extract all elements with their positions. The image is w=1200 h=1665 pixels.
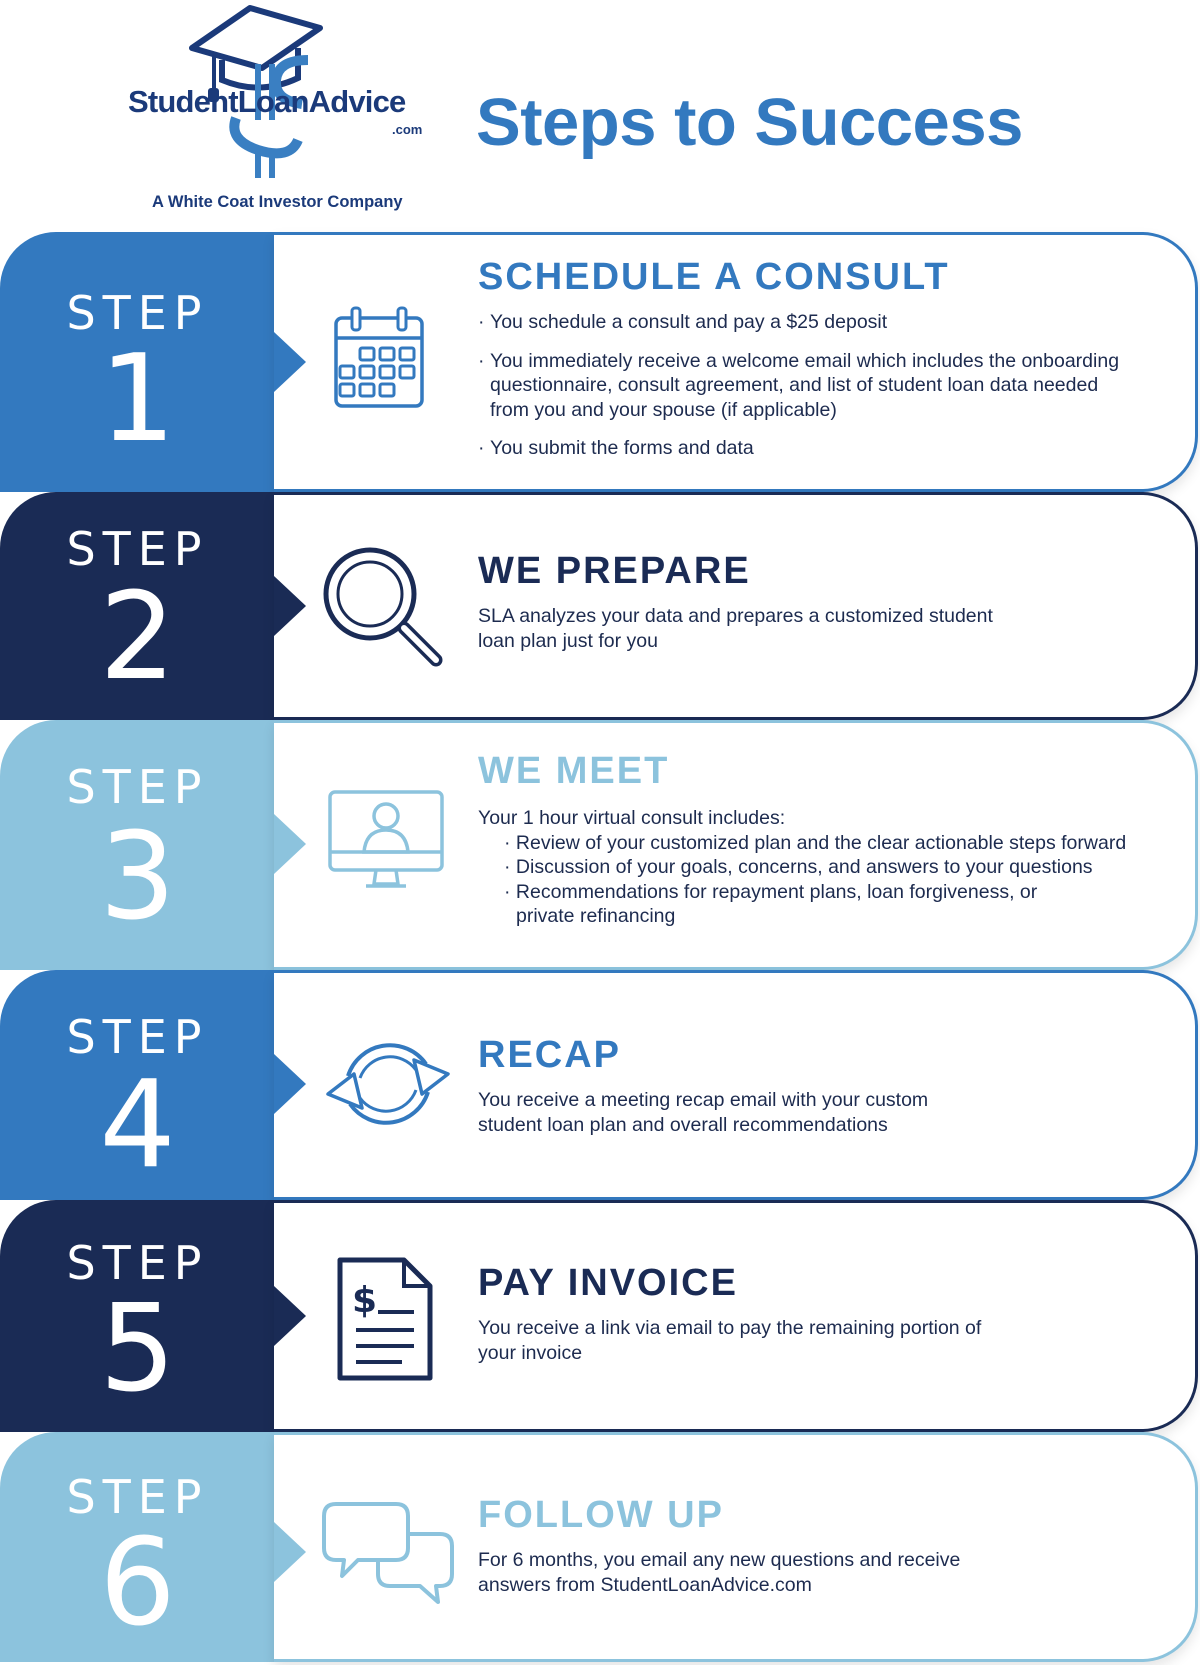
step-4-pointer: [274, 1054, 306, 1114]
list-item: · Review of your customized plan and the clear actionable steps forward: [504, 831, 1127, 854]
step-1-number: 1: [99, 330, 176, 469]
chat-bubbles-icon: [318, 1498, 458, 1608]
step-5-label: STEP: [66, 1236, 209, 1290]
list-item: · You schedule a consult and pay a $25 deposit: [478, 311, 888, 333]
step-3-description: [478, 806, 1126, 929]
step-1-pointer: [274, 332, 306, 392]
calendar-icon: [318, 302, 438, 422]
magnifying-glass-icon: [318, 542, 448, 672]
step-6-number: 6: [99, 1514, 176, 1653]
step-6-pointer: [274, 1522, 306, 1582]
step-2-title: WE PREPARE: [478, 550, 751, 592]
step-2-description: SLA analyzes your data and prepares a customized student loan plan just for you: [478, 605, 993, 652]
step-4: [0, 970, 1200, 1200]
step-2: [0, 492, 1200, 720]
step-6: [0, 1432, 1200, 1662]
list-item: · You submit the forms and data: [478, 437, 754, 459]
step-3-intro: Your 1 hour virtual consult includes:: [478, 807, 786, 829]
step-1-title: SCHEDULE A CONSULT: [478, 256, 950, 298]
brand-suffix: .com: [392, 122, 423, 137]
refresh-arrows-icon: [318, 1024, 458, 1144]
step-5: [0, 1200, 1200, 1432]
step-3-title: WE MEET: [478, 750, 670, 792]
step-3-pointer: [274, 814, 306, 874]
step-2-pointer: [274, 576, 306, 636]
step-4-title: RECAP: [478, 1034, 622, 1076]
step-6-description: For 6 months, you email any new questions and receive answers from StudentLoanAdvice.com: [478, 1549, 961, 1596]
step-2-number: 2: [99, 568, 176, 707]
step-6-title: FOLLOW UP: [478, 1494, 724, 1536]
step-4-description: You receive a meeting recap email with your custom student loan plan and overall recommendations: [478, 1089, 929, 1136]
step-5-title: PAY INVOICE: [478, 1262, 738, 1304]
step-5-description: You receive a link via email to pay the remaining portion of your invoice: [478, 1317, 982, 1364]
step-5-pointer: [274, 1286, 306, 1346]
brand-tagline: A White Coat Investor Company: [152, 193, 403, 211]
step-4-number: 4: [99, 1056, 176, 1195]
list-item: · Recommendations for repayment plans, loan forgiveness, or: [504, 880, 1038, 903]
page-title: Steps to Success: [476, 85, 1023, 160]
step-6-label: STEP: [66, 1470, 209, 1524]
virtual-meeting-monitor-icon: [318, 788, 448, 898]
step-1-bullets: [478, 310, 1119, 475]
step-2-label: STEP: [66, 522, 209, 576]
step-3-number: 3: [99, 808, 176, 947]
list-item: · You immediately receive a welcome email which includes the onboarding questionnaire, consult agreement, and list of student loan data needed from you and your spouse (if applicable): [478, 349, 1120, 421]
invoice-document-icon: [330, 1254, 440, 1384]
list-item-continuation: private refinancing: [516, 905, 676, 927]
step-1: [0, 232, 1200, 492]
list-item: · Discussion of your goals, concerns, and answers to your questions: [504, 856, 1093, 878]
step-5-number: 5: [99, 1280, 176, 1419]
svg-text:$: $: [352, 1280, 378, 1321]
step-1-label: STEP: [66, 286, 209, 340]
step-3: [0, 720, 1200, 970]
step-3-label: STEP: [66, 760, 209, 814]
step-4-label: STEP: [66, 1010, 209, 1064]
brand-logo: [120, 0, 423, 215]
brand-name: StudentLoanAdvice: [128, 84, 406, 119]
